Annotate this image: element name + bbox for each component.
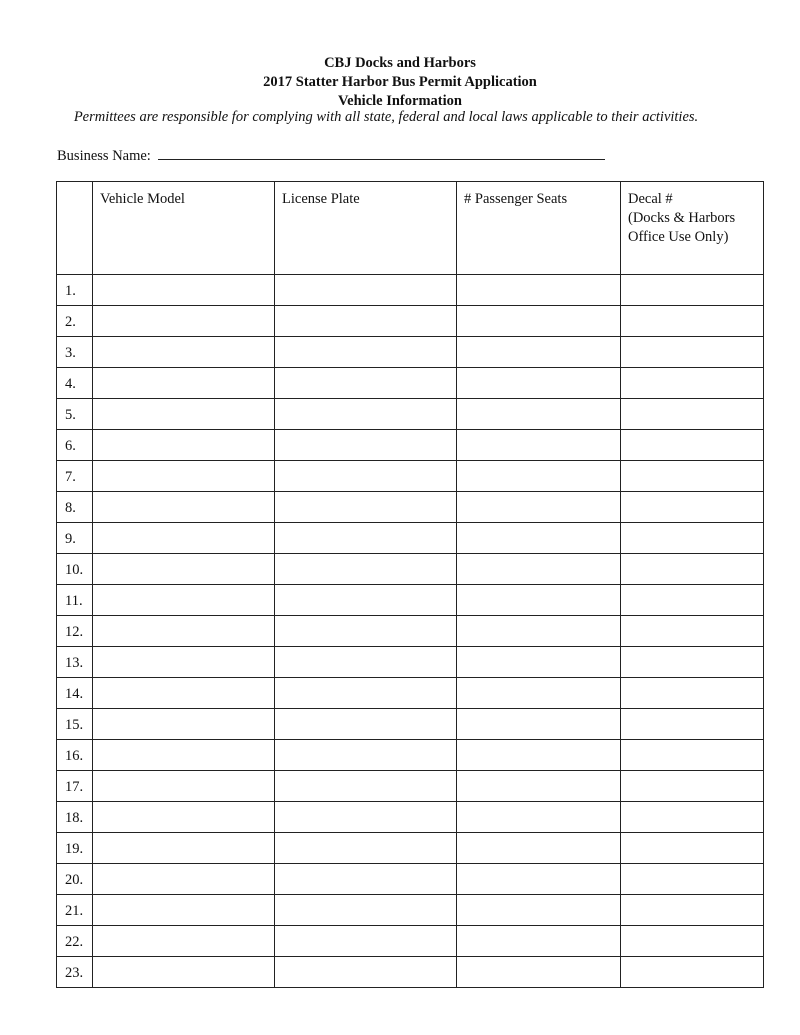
passenger-seats-cell[interactable] [457, 585, 621, 616]
row-number: 7. [57, 461, 93, 492]
row-number: 10. [57, 554, 93, 585]
table-row [57, 461, 764, 492]
vehicle-model-cell[interactable] [93, 647, 275, 678]
decal-header-line1: Decal # [628, 191, 673, 207]
column-header-license-plate: License Plate [275, 182, 457, 275]
decal-cell[interactable] [621, 523, 764, 554]
vehicle-model-cell[interactable] [93, 461, 275, 492]
row-number: 3. [57, 337, 93, 368]
table-row [57, 337, 764, 368]
decal-cell[interactable] [621, 430, 764, 461]
row-number: 18. [57, 802, 93, 833]
passenger-seats-cell[interactable] [457, 275, 621, 306]
license-plate-cell[interactable] [275, 647, 457, 678]
license-plate-cell[interactable] [275, 461, 457, 492]
decal-cell[interactable] [621, 616, 764, 647]
license-plate-cell[interactable] [275, 802, 457, 833]
row-number: 8. [57, 492, 93, 523]
table-body [57, 275, 764, 988]
decal-cell[interactable] [621, 337, 764, 368]
passenger-seats-cell[interactable] [457, 957, 621, 988]
row-number: 23. [57, 957, 93, 988]
table-row [57, 678, 764, 709]
vehicle-model-cell[interactable] [93, 585, 275, 616]
license-plate-cell[interactable] [275, 368, 457, 399]
vehicle-model-cell[interactable] [93, 740, 275, 771]
row-number: 21. [57, 895, 93, 926]
row-number: 15. [57, 709, 93, 740]
row-number: 1. [57, 275, 93, 306]
row-number: 17. [57, 771, 93, 802]
decal-cell[interactable] [621, 492, 764, 523]
form-title: 2017 Statter Harbor Bus Permit Application [263, 74, 537, 90]
row-number: 16. [57, 740, 93, 771]
vehicle-model-cell[interactable] [93, 337, 275, 368]
row-number: 2. [57, 306, 93, 337]
decal-cell[interactable] [621, 461, 764, 492]
passenger-seats-cell[interactable] [457, 430, 621, 461]
table-row [57, 647, 764, 678]
row-number: 4. [57, 368, 93, 399]
vehicle-model-cell[interactable] [93, 399, 275, 430]
table-row [57, 926, 764, 957]
vehicle-model-cell[interactable] [93, 492, 275, 523]
license-plate-cell[interactable] [275, 616, 457, 647]
row-number: 13. [57, 647, 93, 678]
column-header-passenger-seats: # Passenger Seats [457, 182, 621, 275]
vehicle-model-cell[interactable] [93, 430, 275, 461]
passenger-seats-cell[interactable] [457, 802, 621, 833]
passenger-seats-cell[interactable] [457, 554, 621, 585]
decal-cell[interactable] [621, 306, 764, 337]
passenger-seats-cell[interactable] [457, 616, 621, 647]
vehicle-model-cell[interactable] [93, 368, 275, 399]
vehicle-model-cell[interactable] [93, 802, 275, 833]
table-row [57, 833, 764, 864]
vehicle-model-cell[interactable] [93, 523, 275, 554]
row-number: 9. [57, 523, 93, 554]
decal-cell[interactable] [621, 895, 764, 926]
license-plate-cell[interactable] [275, 709, 457, 740]
vehicle-model-cell[interactable] [93, 895, 275, 926]
decal-cell[interactable] [621, 554, 764, 585]
row-number: 11. [57, 585, 93, 616]
passenger-seats-cell[interactable] [457, 647, 621, 678]
row-number: 12. [57, 616, 93, 647]
table-row [57, 957, 764, 988]
vehicle-model-cell[interactable] [93, 957, 275, 988]
vehicle-model-cell[interactable] [93, 616, 275, 647]
passenger-seats-cell[interactable] [457, 399, 621, 430]
vehicle-model-cell[interactable] [93, 864, 275, 895]
passenger-seats-cell[interactable] [457, 678, 621, 709]
vehicle-model-cell[interactable] [93, 275, 275, 306]
vehicle-model-cell[interactable] [93, 678, 275, 709]
row-number: 5. [57, 399, 93, 430]
vehicle-table [56, 181, 764, 988]
passenger-seats-cell[interactable] [457, 771, 621, 802]
license-plate-cell[interactable] [275, 275, 457, 306]
table-row [57, 523, 764, 554]
license-plate-cell[interactable] [275, 492, 457, 523]
table-row [57, 740, 764, 771]
compliance-notice: Permittees are responsible for complying with all state, federal and local laws applicable to their activities. [73, 109, 699, 125]
business-name-label: Business Name: [57, 148, 151, 164]
decal-cell[interactable] [621, 678, 764, 709]
decal-cell[interactable] [621, 771, 764, 802]
table-row [57, 492, 764, 523]
decal-cell[interactable] [621, 740, 764, 771]
row-number: 22. [57, 926, 93, 957]
table-row [57, 430, 764, 461]
passenger-seats-cell[interactable] [457, 864, 621, 895]
table-row [57, 306, 764, 337]
organization-title: CBJ Docks and Harbors [324, 55, 476, 71]
table-row [57, 709, 764, 740]
passenger-seats-cell[interactable] [457, 306, 621, 337]
passenger-seats-cell[interactable] [457, 523, 621, 554]
row-number: 6. [57, 430, 93, 461]
vehicle-model-cell[interactable] [93, 709, 275, 740]
license-plate-cell[interactable] [275, 926, 457, 957]
license-plate-cell[interactable] [275, 306, 457, 337]
row-number: 19. [57, 833, 93, 864]
license-plate-cell[interactable] [275, 864, 457, 895]
passenger-seats-cell[interactable] [457, 833, 621, 864]
decal-header-line3: Office Use Only) [628, 229, 729, 245]
form-header [0, 54, 800, 111]
license-plate-cell[interactable] [275, 585, 457, 616]
business-name-field[interactable] [158, 145, 605, 160]
license-plate-cell[interactable] [275, 554, 457, 585]
vehicle-model-cell[interactable] [93, 926, 275, 957]
passenger-seats-cell[interactable] [457, 368, 621, 399]
passenger-seats-cell[interactable] [457, 709, 621, 740]
table-row [57, 399, 764, 430]
table-row [57, 585, 764, 616]
passenger-seats-cell[interactable] [457, 461, 621, 492]
decal-cell[interactable] [621, 802, 764, 833]
row-number: 14. [57, 678, 93, 709]
column-header-decal [621, 182, 764, 275]
license-plate-cell[interactable] [275, 771, 457, 802]
vehicle-model-cell[interactable] [93, 306, 275, 337]
license-plate-cell[interactable] [275, 523, 457, 554]
table-row [57, 368, 764, 399]
passenger-seats-cell[interactable] [457, 926, 621, 957]
table-row [57, 802, 764, 833]
decal-header-line2: (Docks & Harbors [628, 210, 736, 226]
column-header-vehicle-model: Vehicle Model [93, 182, 275, 275]
column-header-number [57, 182, 93, 275]
license-plate-cell[interactable] [275, 430, 457, 461]
decal-cell[interactable] [621, 833, 764, 864]
decal-cell[interactable] [621, 585, 764, 616]
decal-cell[interactable] [621, 709, 764, 740]
table-row [57, 275, 764, 306]
license-plate-cell[interactable] [275, 833, 457, 864]
table-header-row [57, 182, 764, 275]
decal-cell[interactable] [621, 647, 764, 678]
vehicle-model-cell[interactable] [93, 771, 275, 802]
vehicle-model-cell[interactable] [93, 554, 275, 585]
passenger-seats-cell[interactable] [457, 492, 621, 523]
vehicle-model-cell[interactable] [93, 833, 275, 864]
passenger-seats-cell[interactable] [457, 337, 621, 368]
license-plate-cell[interactable] [275, 678, 457, 709]
license-plate-cell[interactable] [275, 337, 457, 368]
license-plate-cell[interactable] [275, 399, 457, 430]
table-row [57, 864, 764, 895]
license-plate-cell[interactable] [275, 895, 457, 926]
business-name-row [57, 145, 605, 166]
decal-cell[interactable] [621, 275, 764, 306]
decal-cell[interactable] [621, 399, 764, 430]
passenger-seats-cell[interactable] [457, 740, 621, 771]
license-plate-cell[interactable] [275, 957, 457, 988]
decal-cell[interactable] [621, 926, 764, 957]
table-row [57, 771, 764, 802]
row-number: 20. [57, 864, 93, 895]
table-row [57, 895, 764, 926]
decal-cell[interactable] [621, 957, 764, 988]
table-row [57, 616, 764, 647]
decal-cell[interactable] [621, 864, 764, 895]
section-title: Vehicle Information [338, 93, 462, 109]
passenger-seats-cell[interactable] [457, 895, 621, 926]
license-plate-cell[interactable] [275, 740, 457, 771]
decal-cell[interactable] [621, 368, 764, 399]
table-row [57, 554, 764, 585]
